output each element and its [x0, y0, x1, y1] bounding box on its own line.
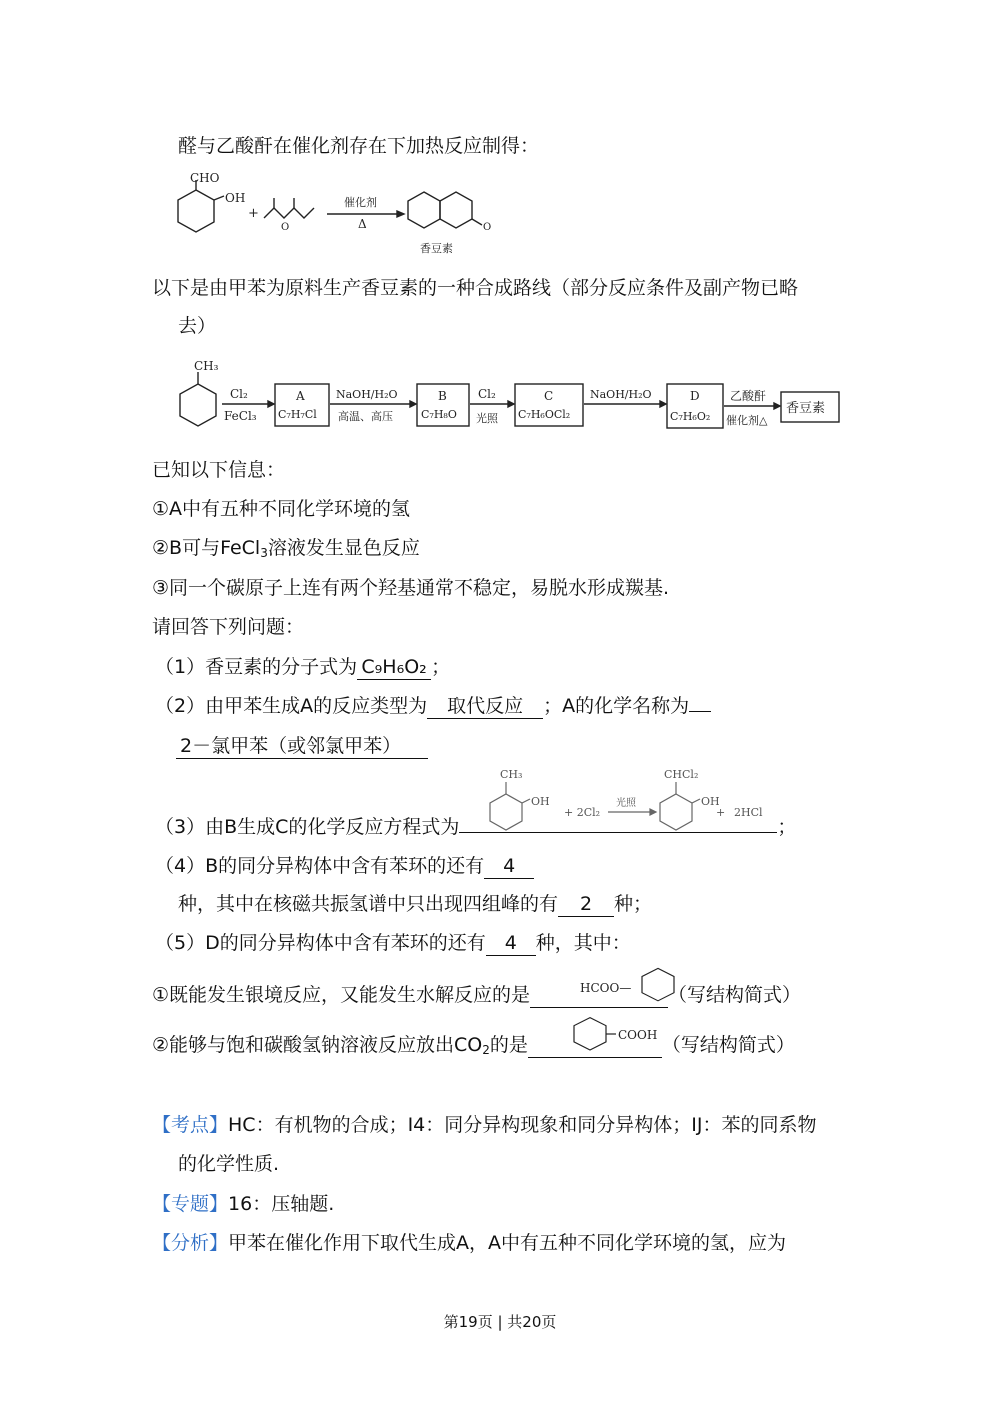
- q5b-structure: [566, 1014, 686, 1054]
- intro-line: 醛与乙酸酐在催化剂存在下加热反应制得：: [178, 135, 540, 157]
- q3-oh2: OH: [701, 795, 720, 808]
- step4-top: NaOH/H₂O: [590, 388, 652, 401]
- anhydride-o: O: [281, 222, 290, 233]
- known-title: 已知以下信息：: [152, 459, 286, 481]
- step1-bottom: FeCl₃: [224, 409, 257, 423]
- question-1: （1）香豆素的分子式为 C₉H₆O₂ ；: [155, 656, 451, 678]
- benzene-ring-icon: [178, 190, 214, 232]
- q2-answer: 取代反应: [427, 694, 543, 719]
- box-a-formula: C₇H₇Cl: [278, 408, 317, 421]
- fenxi-tag: 【分析】: [152, 1232, 229, 1254]
- page-footer: 第19页 | 共20页: [443, 1313, 557, 1331]
- step3-bottom: 光照: [476, 412, 498, 425]
- kaodian: 【考点】HC：有机物的合成；I4：同分异构现象和同分异构体；IJ：苯的同系物: [152, 1114, 817, 1136]
- benzene-ring-icon: [490, 794, 522, 830]
- question-2-line-2: [176, 733, 428, 759]
- route-line-2: 去）: [178, 315, 217, 337]
- q3-plus1: + 2Cl₂: [564, 806, 601, 819]
- q3-condition: 光照: [616, 798, 636, 809]
- coumarin-o2: O: [483, 222, 492, 233]
- question-title: 请回答下列问题：: [152, 616, 305, 638]
- q5a-structure: [578, 966, 698, 1006]
- question-4-line-2: 种，其中在核磁共振氢谱中只出现四组峰的有 2 种；: [178, 893, 653, 915]
- question-5a: ①既能发生银境反应，又能发生水解反应的是 （写结构简式）: [152, 984, 802, 1006]
- info-2: ②B可与FeCl$_3$溶液发生显色反应: [152, 537, 420, 560]
- step2-bottom: 高温、高压: [338, 410, 393, 423]
- q3-hcl: 2HCl: [734, 806, 763, 819]
- step1-top: Cl₂: [230, 387, 248, 401]
- box-c-label: C: [544, 389, 554, 403]
- box-a-label: A: [296, 389, 305, 403]
- q3-plus2: +: [716, 806, 726, 819]
- q3-equation: [476, 760, 776, 838]
- question-5b: ②能够与饱和碳酸氢钠溶液反应放出$CO_2$的是 （写结构简式）: [152, 1034, 795, 1057]
- box-d-label: D: [690, 389, 700, 403]
- q2-answer-2: 2－氯甲苯（或邻氯甲苯）: [176, 734, 428, 759]
- question-3: （3）由B生成C的化学反应方程式为 ；: [155, 816, 797, 838]
- question-2: （2）由甲苯生成A的反应类型为 取代反应 ；A的化学名称为: [155, 693, 711, 719]
- kaodian-tag: 【考点】: [152, 1114, 229, 1136]
- reaction-scheme-coumarin: [172, 172, 502, 262]
- box-b-label: B: [438, 389, 447, 403]
- zhuanti: 【专题】16：压轴题.: [152, 1193, 335, 1215]
- box-b-formula: C₇H₈O: [421, 408, 457, 421]
- q4b-answer: 2: [558, 892, 614, 917]
- benzene-ring-icon: [642, 968, 674, 1000]
- question-5: （5）D的同分异构体中含有苯环的还有 4 种，其中：: [155, 932, 631, 954]
- heat-label: Δ: [358, 217, 367, 231]
- route-line-1: 以下是由甲苯为原料生产香豆素的一种合成路线（部分反应条件及副产物已略: [152, 277, 799, 299]
- info-1: ①A中有五种不同化学环境的氢: [152, 498, 411, 520]
- oh-label: OH: [225, 191, 246, 205]
- cho-label: CHO: [190, 172, 220, 185]
- step2-top: NaOH/H₂O: [336, 388, 398, 401]
- q3-chcl2: CHCl₂: [664, 768, 699, 781]
- coumarin-ring-icon: [408, 192, 440, 228]
- question-4: （4）B的同分异构体中含有苯环的还有 4: [155, 853, 534, 879]
- box-final-label: 香豆素: [786, 401, 826, 416]
- route-ch3: CH₃: [194, 359, 219, 373]
- info-3: ③同一个碳原子上连有两个羟基通常不稳定，易脱水形成羰基.: [152, 577, 670, 599]
- q3-oh1: OH: [531, 795, 550, 808]
- q3-ch3: CH₃: [500, 768, 523, 781]
- plus-sign: +: [248, 206, 259, 221]
- coumarin-label: 香豆素: [420, 242, 453, 255]
- q5b-struct-text: COOH: [618, 1028, 658, 1042]
- fenxi: 【分析】甲苯在催化作用下取代生成A，A中有五种不同化学环境的氢，应为: [152, 1232, 787, 1254]
- synthesis-route: [172, 356, 872, 440]
- step5-top: 乙酸酐: [730, 389, 767, 403]
- benzene-ring-icon: [660, 794, 692, 830]
- box-d-formula: C₇H₆O₂: [670, 410, 711, 423]
- zhuanti-tag: 【专题】: [152, 1193, 229, 1215]
- q1-answer: C₉H₆O₂: [357, 655, 431, 680]
- step3-top: Cl₂: [478, 387, 496, 401]
- kaodian-line-2: 的化学性质.: [178, 1153, 280, 1175]
- anhydride-skeleton-icon: [264, 208, 314, 218]
- q4-answer: 4: [484, 854, 534, 879]
- box-c-formula: C₇H₆OCl₂: [518, 408, 571, 421]
- catalyst-label: 催化剂: [344, 196, 377, 209]
- q5a-struct-text: HCOO—: [580, 981, 632, 995]
- toluene-ring-icon: [180, 384, 216, 426]
- benzene-ring-icon: [574, 1018, 606, 1050]
- step5-bottom: 催化剂△: [726, 414, 768, 427]
- q5-answer: 4: [486, 931, 536, 956]
